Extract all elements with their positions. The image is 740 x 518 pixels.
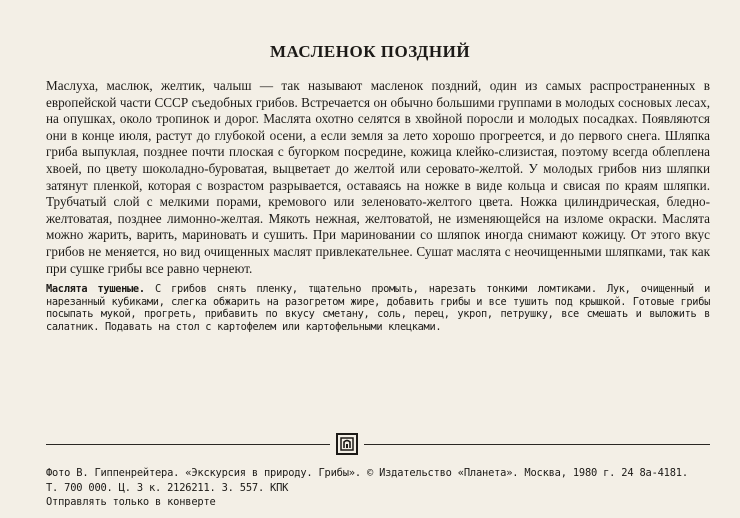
divider-right	[364, 444, 710, 445]
article-body	[46, 78, 710, 334]
description-paragraph: Маслуха, маслюк, желтик, чалыш — так называют масленок поздний, один из самых распространенных в европейской части СССР съедобных грибов. Встречается он обычно большими группами в молодых сосновых лесах, на опушках, около тропинок и дорог. Маслята охотно селятся в хвойной поросли и молодых посадках. Появляются они в конце июля, растут до глубокой осени, а если земля за лето хорошо прогреется, и до первого снега. Шляпка гриба выпуклая, позднее почти плоская с бугорком посредине, кожица клейко-слизистая, поэтому всегда облеплена хвоей, по цвету шоколадно-буроватая, выцветает до желтой или серовато-желтой. У молодых грибов низ шляпки затянут пленкой, которая с возрастом разрывается, оставаясь на ножке в виде кольца и свисая по краям шляпки. Трубчатый слой с мелкими порами, кремового или зеленовато-желтого цвета. Ножка цилиндрическая, бледно-желтоватая, позднее лимонно-желтая. Мякоть нежная, желтоватой, не изменяющейся на изломе окраски. Маслята можно жарить, варить, мариновать и сушить. При мариновании со шляпок иногда снимают кожицу. От этого вкус грибов не меняется, но вид очищенных маслят привлекательнее. Сушат маслята с неочищенными шляпками, так как при сушке грибы все равно чернеют.	[46, 78, 710, 276]
page-title: МАСЛЕНОК ПОЗДНИЙ	[269, 42, 471, 61]
imprint-line-credits: Фото В. Гиппенрейтера. «Экскурсия в природу. Грибы». © Издательство «Планета». Москва, 1980 г. 24 8а-4181.	[46, 467, 688, 479]
divider-left	[46, 444, 330, 445]
imprint-line-mailing: Отправлять только в конверте	[46, 496, 216, 509]
imprint-line-print-run: Т. 700 000. Ц. 3 к. 2126211. З. 557. КПК	[46, 481, 289, 494]
imprint-block	[46, 466, 726, 510]
recipe-paragraph	[46, 283, 710, 333]
publisher-logo-icon	[336, 433, 358, 455]
recipe-title: Маслята тушеные.	[46, 283, 145, 296]
recipe-text: С грибов снять пленку, тщательно промыть, нарезать тонкими ломтиками. Лук, очищенный и нарезанный кубиками, слегка обжарить на разогретом жире, добавить грибы и все тушить под крышкой. Готовые грибы посыпать мукой, прогреть, прибавить по вкусу сметану, соль, перец, укроп, петрушку, все смешать и выложить в салатник. Подавать на стол с картофелем или картофельными клецками.	[46, 283, 711, 333]
